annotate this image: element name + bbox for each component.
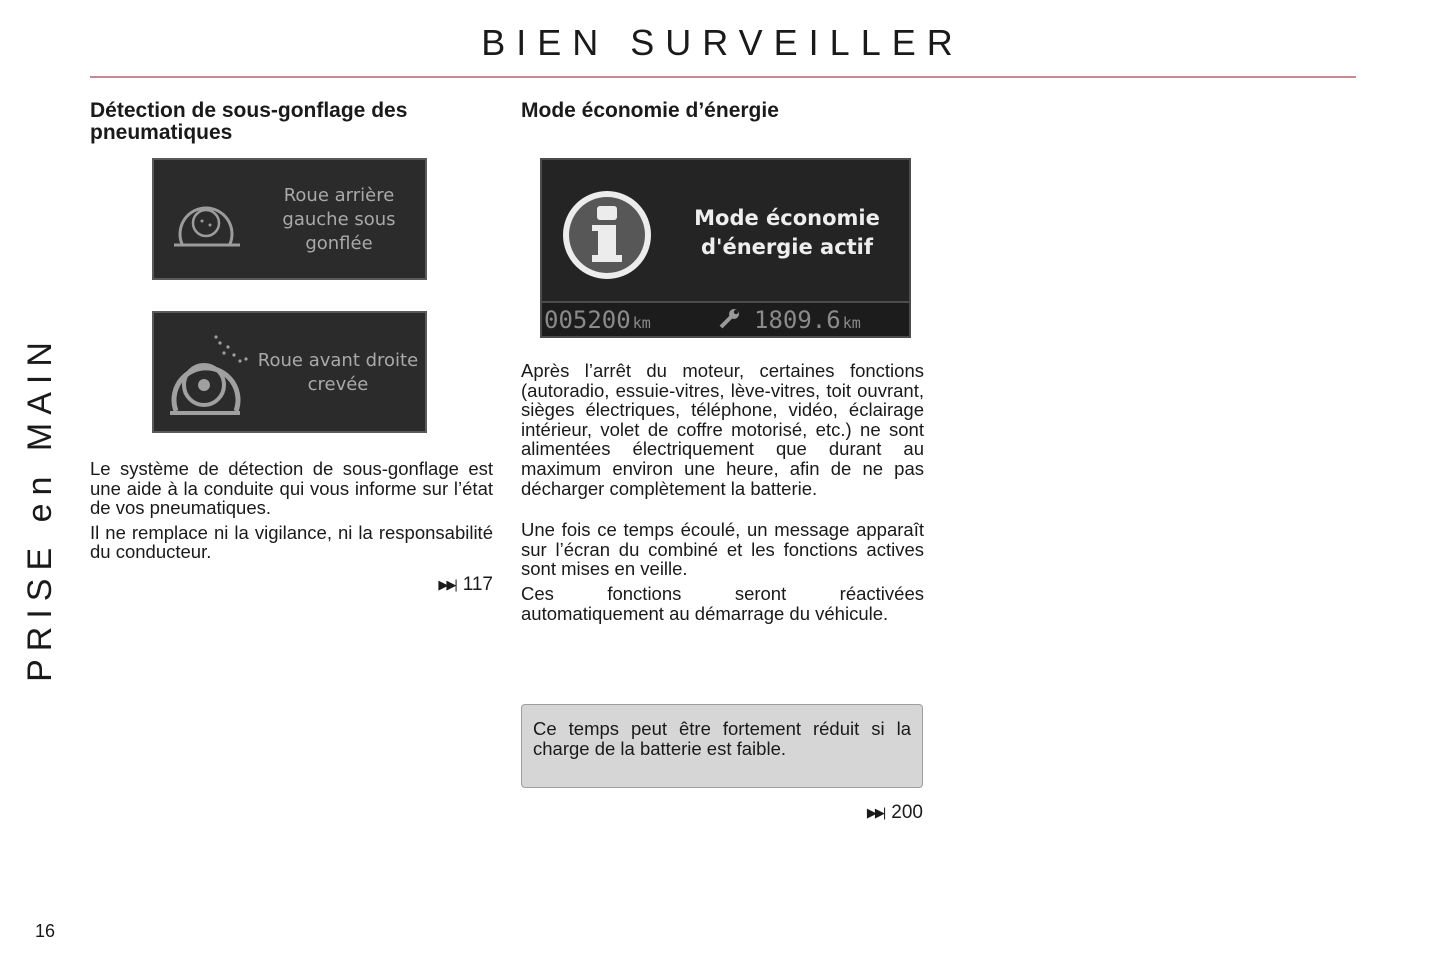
screen-line: crevée (307, 374, 369, 395)
tire-pressure-text (90, 459, 493, 596)
section-side-title: PRISE en MAIN (21, 334, 59, 682)
trip-value: 1809.6 (754, 306, 841, 334)
dashboard-screen-puncture (152, 311, 427, 433)
odometer-unit: km (632, 314, 651, 332)
tire-pressure-section (90, 100, 493, 144)
screen-line: gauche sous (282, 209, 396, 230)
page-reference[interactable] (90, 574, 493, 596)
page-reference[interactable] (521, 802, 923, 824)
trip-readout (754, 305, 861, 338)
page-number: 16 (35, 921, 56, 941)
title-divider (90, 76, 1356, 78)
wrench-icon (717, 308, 741, 330)
flat-tire-icon (164, 329, 254, 419)
tire-pressure-heading: Détection de sous-gonflage des pneumatiques (90, 99, 408, 144)
dashboard-screen-underinflated (152, 158, 427, 280)
page-reference-number: 200 (891, 802, 923, 823)
page-title: BIEN SURVEILLER (481, 22, 964, 63)
skip-forward-icon: ▶▶| (866, 805, 885, 820)
odometer-bar (542, 301, 909, 336)
tire-pressure-icon (172, 192, 242, 252)
screen-line: gonflée (305, 233, 373, 254)
odometer-value: 005200 (544, 306, 631, 334)
battery-note-box: Ce temps peut être fortement réduit si la charge de la batterie est faible. (521, 704, 923, 788)
tire-pressure-paragraph: Il ne remplace ni la vigilance, ni la responsabilité du conducteur. (90, 521, 493, 563)
energy-economy-paragraph: Ces fonctions seront réactivées automatiquement au démarrage du véhicule. (521, 582, 924, 624)
energy-economy-section (521, 100, 924, 122)
tire-pressure-paragraph: Le système de détection de sous-gonflage est une aide à la conduite qui vous informe sur l’état de vos pneumatiques. (90, 458, 493, 519)
screen-line: Roue avant droite (257, 350, 419, 371)
odometer-readout (544, 305, 651, 338)
trip-unit: km (842, 314, 861, 332)
energy-economy-paragraph: Une fois ce temps écoulé, un message apparaît sur l’écran du combiné et les fonctions actives sont mises en veille. (521, 519, 924, 580)
energy-economy-heading: Mode économie d’énergie (521, 99, 779, 122)
energy-economy-text (521, 361, 924, 623)
page-reference-number: 117 (462, 573, 493, 595)
screen-line: Mode économie (694, 206, 880, 230)
dashboard-screen-energy-economy (540, 158, 911, 338)
screen-line: d'énergie actif (700, 235, 874, 259)
screen-line: Roue arrière (283, 185, 395, 206)
skip-forward-icon: ▶▶| (438, 576, 456, 592)
energy-economy-paragraph: Après l’arrêt du moteur, certaines fonctions (autoradio, essuie-vitres, lève-vitres, toit ouvrant, sièges électriques, téléphone, vidéo, éclairage intérieur, volet de coffre motorisé, etc.) ne sont alimentées électriquement que durant au maximum environ une heure, afin de ne pas décharger complètement la batterie. (521, 360, 924, 499)
info-icon (560, 188, 654, 282)
